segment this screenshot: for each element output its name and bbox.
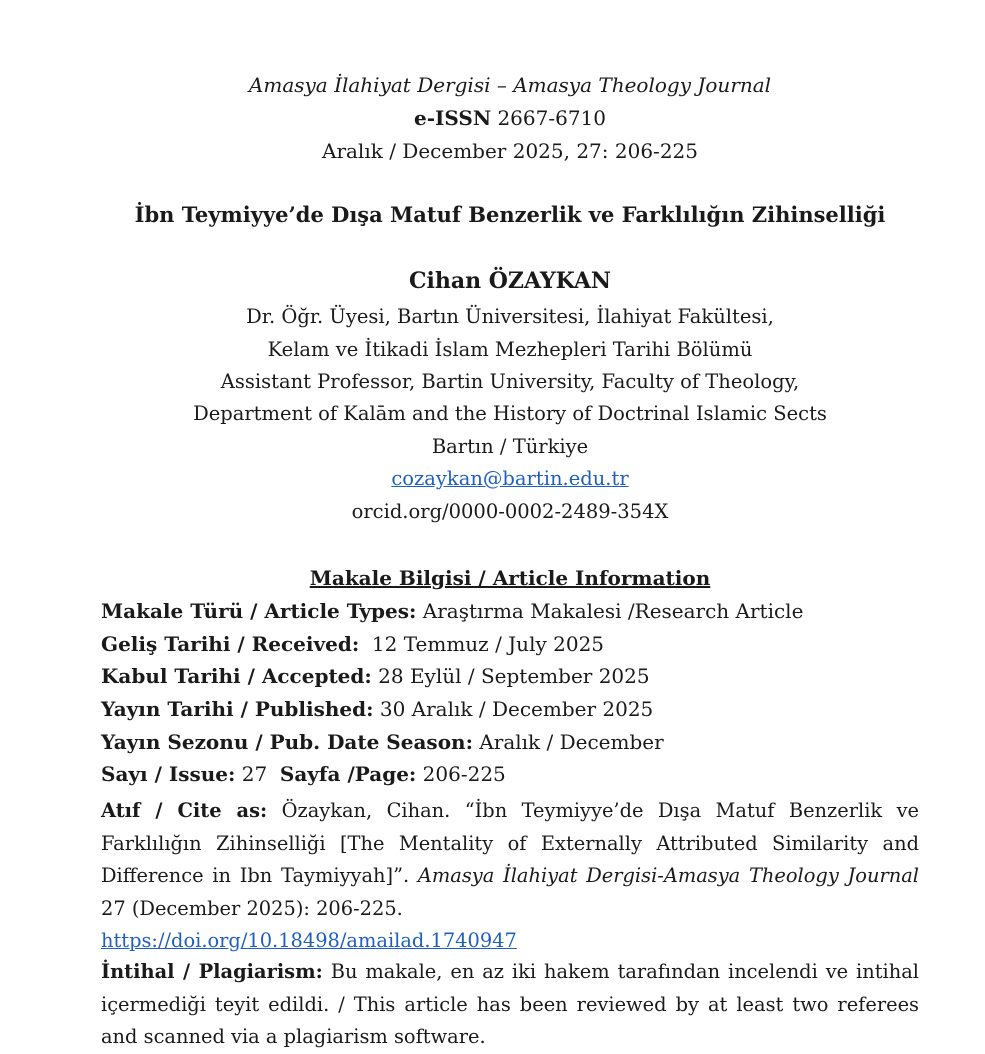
plagiarism-block xyxy=(101,956,919,1054)
article-type-label: Makale Türü / Article Types: xyxy=(101,599,417,623)
published-row xyxy=(101,697,919,721)
article-title: İbn Teymiyye’de Dışa Matuf Benzerlik ve Farklılığın Zihinselliği xyxy=(134,202,886,227)
affiliation-line: Department of Kalām and the History of Doctrinal Islamic Sects xyxy=(193,402,827,425)
orcid-line: orcid.org/0000-0002-2489-354X xyxy=(351,500,669,523)
page-label: Sayfa /Page: xyxy=(279,762,417,786)
season-value: Aralık / December xyxy=(472,730,664,754)
published-label: Yayın Tarihi / Published: xyxy=(101,697,374,721)
plagiarism-text: Bu makale, en az iki hakem tarafından incelendi ve intihal içermediği teyit edildi. / This article has been reviewed by at least two referees and scanned via a plagiarism software. xyxy=(101,960,919,1049)
season-label: Yayın Sezonu / Pub. Date Season: xyxy=(101,730,473,754)
email-link[interactable]: cozaykan@bartin.edu.tr xyxy=(391,467,629,490)
published-value: 30 Aralık / December 2025 xyxy=(373,697,654,721)
article-type-value: Araştırma Makalesi /Research Article xyxy=(416,599,804,623)
page-value: 206-225 xyxy=(416,762,506,786)
accepted-value: 28 Eylül / September 2025 xyxy=(371,664,650,688)
cite-label: Atıf / Cite as: xyxy=(101,799,268,822)
citation-block xyxy=(101,795,919,958)
email-line xyxy=(0,467,985,490)
received-value: 12 Temmuz / July 2025 xyxy=(359,632,605,656)
plagiarism-label: İntihal / Plagiarism: xyxy=(101,960,323,983)
journal-name: Amasya İlahiyat Dergisi – Amasya Theology Journal xyxy=(248,73,772,97)
affiliation-line: Bartın / Türkiye xyxy=(431,435,589,458)
issn-line xyxy=(0,106,985,130)
article-info-heading: Makale Bilgisi / Article Information xyxy=(309,566,711,590)
article-type-row xyxy=(101,599,919,623)
author-name: Cihan ÖZAYKAN xyxy=(408,268,612,294)
cite-text: Özaykan, Cihan. “İbn Teymiyye’de Dışa Matuf Benzerlik ve Farklılığın Zihinselliği [The Mentality of Externally Attributed Similarity and Difference in Ibn Taymiyyah]”. xyxy=(101,799,919,888)
accepted-row xyxy=(101,664,919,688)
issn-value: 2667-6710 xyxy=(491,106,607,130)
issue-label: Sayı / Issue: xyxy=(101,762,236,786)
issue-value: 27 xyxy=(235,762,280,786)
affiliation-line: Kelam ve İtikadi İslam Mezhepleri Tarihi Bölümü xyxy=(267,338,753,361)
season-row xyxy=(101,730,919,754)
received-row xyxy=(101,632,919,656)
received-label: Geliş Tarihi / Received: xyxy=(101,632,360,656)
accepted-label: Kabul Tarihi / Accepted: xyxy=(101,664,372,688)
cite-tail: 27 (December 2025): 206-225. xyxy=(101,896,403,920)
affiliation-line: Dr. Öğr. Üyesi, Bartın Üniversitesi, İlahiyat Fakültesi, xyxy=(246,305,774,328)
issn-label: e-ISSN xyxy=(413,106,492,130)
issue-page-row xyxy=(101,762,919,786)
cite-journal: Amasya İlahiyat Dergisi-Amasya Theology Journal xyxy=(417,864,919,888)
issue-line: Aralık / December 2025, 27: 206-225 xyxy=(322,139,698,163)
affiliation-line: Assistant Professor, Bartin University, Faculty of Theology, xyxy=(220,370,800,393)
doi-link[interactable]: https://doi.org/10.18498/amailad.1740947 xyxy=(101,929,517,953)
